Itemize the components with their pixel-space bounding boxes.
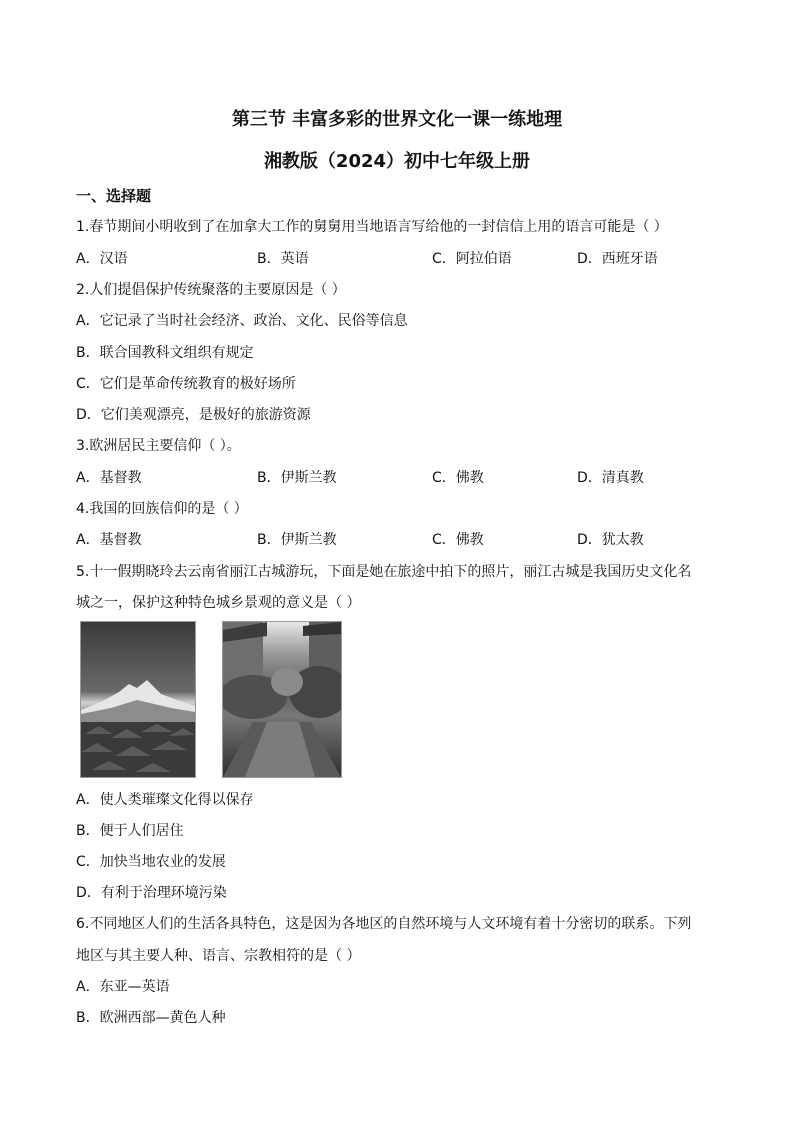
photo-old-town-canal	[222, 621, 342, 778]
question-2-stem: 2.人们提倡保护传统聚落的主要原因是（ ）	[76, 282, 346, 298]
q3-option-d: D．清真教	[577, 470, 644, 486]
question-3-stem: 3.欧洲居民主要信仰（ ）。	[76, 438, 241, 454]
q2-option-c: C．它们是革命传统教育的极好场所	[76, 376, 296, 392]
q6-option-a: A．东亚—英语	[76, 979, 170, 995]
q1-option-c: C．阿拉伯语	[432, 251, 512, 267]
question-1-stem: 1.春节期间小明收到了在加拿大工作的舅舅用当地语言写给他的一封信信上用的语言可能是（ ）	[76, 219, 668, 235]
q5-option-c: C．加快当地农业的发展	[76, 854, 226, 870]
q1-option-d: D．西班牙语	[577, 251, 658, 267]
q2-option-a: A．它记录了当时社会经济、政治、文化、民俗等信息	[76, 313, 408, 329]
page-title: 第三节 丰富多彩的世界文化一课一练地理	[231, 109, 563, 130]
q4-option-b: B．伊斯兰教	[257, 532, 337, 548]
question-4-stem: 4.我国的回族信仰的是（ ）	[76, 501, 248, 517]
mountain-town-illustration	[81, 622, 195, 777]
page-subtitle: 湘教版（2024）初中七年级上册	[263, 151, 531, 172]
q5-option-d: D．有利于治理环境污染	[76, 885, 227, 901]
q4-option-c: C．佛教	[432, 532, 484, 548]
q4-option-a: A．基督教	[76, 532, 142, 548]
q6-option-b: B．欧洲西部—黄色人种	[76, 1010, 226, 1026]
question-6-stem-line2: 地区与其主要人种、语言、宗教相符的是（ ）	[76, 948, 361, 964]
q2-option-d: D．它们美观漂亮，是极好的旅游资源	[76, 407, 311, 423]
section-heading: 一、选择题	[76, 187, 152, 205]
q4-option-d: D．犹太教	[577, 532, 644, 548]
canal-illustration	[223, 622, 341, 777]
q5-option-b: B．便于人们居住	[76, 823, 184, 839]
q3-option-b: B．伊斯兰教	[257, 470, 337, 486]
q3-option-a: A．基督教	[76, 470, 142, 486]
question-5-stem-line2: 城之一，保护这种特色城乡景观的意义是（ ）	[76, 595, 361, 611]
question-5-stem-line1: 5.十一假期晓玲去云南省丽江古城游玩，下面是她在旅途中拍下的照片，丽江古城是我国历史文化名	[76, 564, 692, 580]
photo-snow-mountain-rooftops	[80, 621, 196, 778]
q5-option-a: A．使人类璀璨文化得以保存	[76, 792, 254, 808]
question-6-stem-line1: 6.不同地区人们的生活各具特色，这是因为各地区的自然环境与人文环境有着十分密切的联系。下列	[76, 916, 692, 932]
q1-option-a: A．汉语	[76, 251, 128, 267]
q1-option-b: B．英语	[257, 251, 309, 267]
q3-option-c: C．佛教	[432, 470, 484, 486]
q2-option-b: B．联合国教科文组织有规定	[76, 345, 254, 361]
